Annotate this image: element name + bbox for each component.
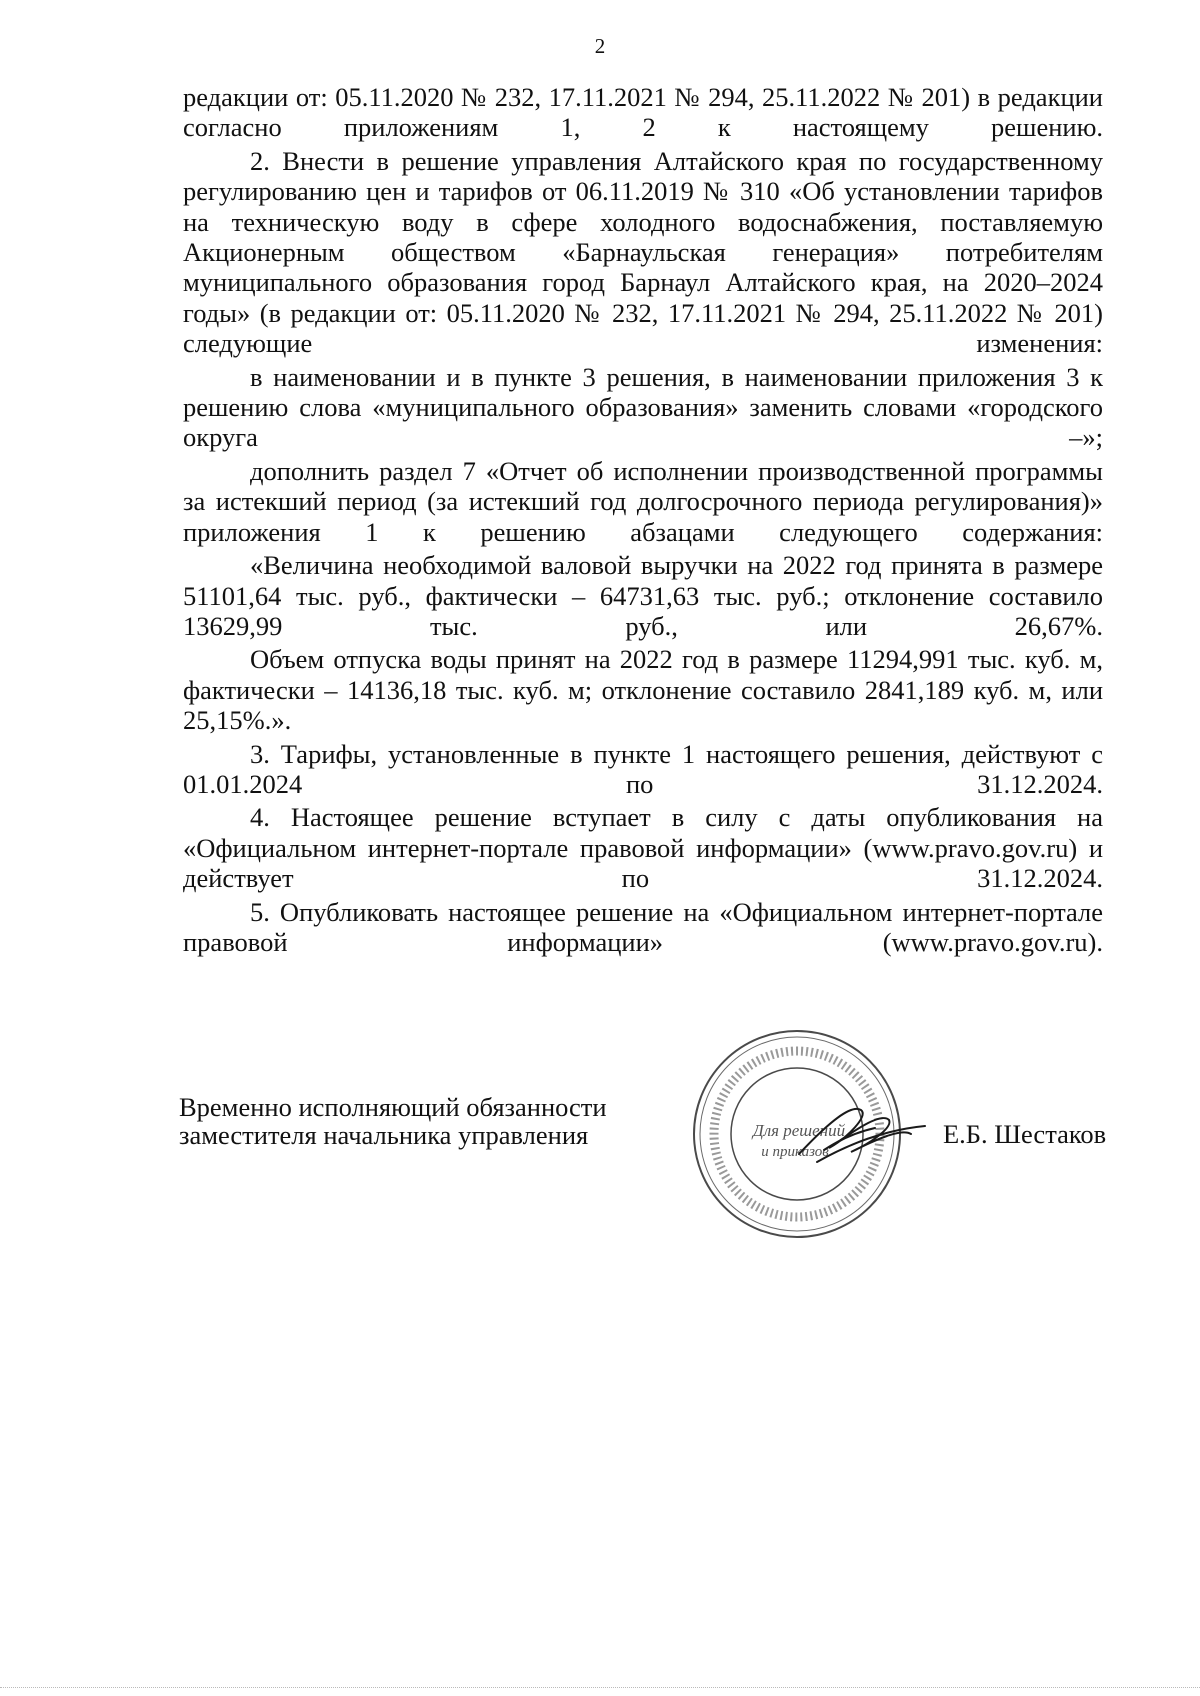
paragraph-item-4: 4. Настоящее решение вступает в силу с даты опубликования на «Официальном интернет-портале правовой информации» (www.pravo.gov.ru) и действует по 31.12.2024. [183, 802, 1103, 894]
signature-position-line1: Временно исполняющий обязанности [179, 1092, 607, 1122]
page-number: 2 [594, 34, 606, 58]
signer-name: Е.Б. Шестаков [943, 1119, 1107, 1149]
paragraph-water-volume: Объем отпуска воды принят на 2022 год в размере 11294,991 тыс. куб. м, фактически – 14136,18 тыс. куб. м; отклонение составило 2841,189 куб. м, или 25,15%.». [183, 644, 1103, 736]
paragraph-continuation: редакции от: 05.11.2020 № 232, 17.11.2021 № 294, 25.11.2022 № 201) в редакции согласно приложениям 1, 2 к настоящему решению. [183, 82, 1103, 143]
document-body [183, 82, 1103, 957]
official-stamp-seal [679, 1012, 929, 1252]
paragraph-item-5: 5. Опубликовать настоящее решение на «Официальном интернет-портале правовой информации» (www.pravo.gov.ru). [183, 896, 1103, 957]
bottom-scan-edge [0, 1687, 1200, 1688]
signature-position [179, 1093, 607, 1149]
signature-position-line2: заместителя начальника управления [179, 1120, 589, 1150]
paragraph-revenue: «Величина необходимой валовой выручки на 2022 год принята в размере 51101,64 тыс. руб., фактически – 64731,63 тыс. руб.; отклонение составило 13629,99 тыс. руб., или 26,67%. [183, 550, 1103, 641]
stamp-inner-text-line1: Для решений [752, 1121, 846, 1140]
paragraph-supplement: дополнить раздел 7 «Отчет об исполнении производственной программы за истекший период (за истекший год долгосрочного периода регулирования)» приложения 1 к решению абзацами следующего содержания: [183, 455, 1103, 547]
paragraph-item-3: 3. Тарифы, установленные в пункте 1 настоящего решения, действуют с 01.01.2024 по 31.12.2024. [183, 738, 1103, 799]
paragraph-rename: в наименовании и в пункте 3 решения, в наименовании приложения 3 к решению слова «муниципального образования» заменить словами «городского округа –»; [183, 361, 1103, 453]
paragraph-item-2: 2. Внести в решение управления Алтайского края по государственному регулированию цен и тарифов от 06.11.2019 № 310 «Об установлении тарифов на техническую воду в сфере холодного водоснабжения, поставляемую Акционерным обществом «Барнаульская генерация» потребителям муниципального образования город Барнаул Алтайского края, на 2020–2024 годы» (в редакции от: 05.11.2020 № 232, 17.11.2021 № 294, 25.11.2022 № 201) следующие изменения: [183, 145, 1103, 359]
stamp-inner-text-line2: и приказов [761, 1144, 829, 1160]
